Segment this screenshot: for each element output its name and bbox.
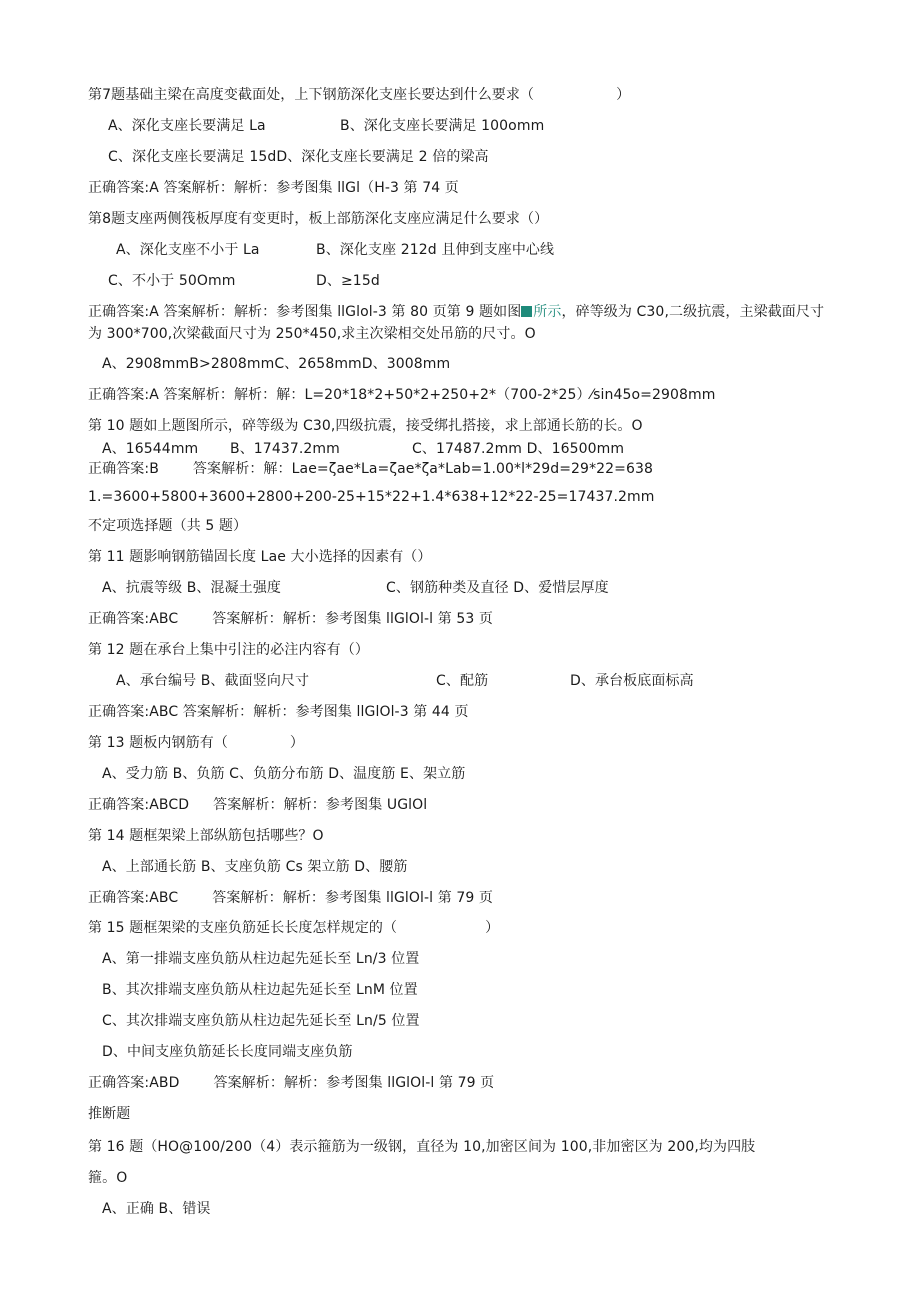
question-15-option-b: B、其次排端支座负筋从柱边起先延长至 LnM 位置 bbox=[102, 982, 418, 998]
question-12-option-ab: A、承台编号 B、截面竖向尺寸 bbox=[116, 673, 310, 689]
answer-11-explanation: 答案解析：解析：参考图集 llGlOl-l 第 53 页 bbox=[212, 611, 494, 627]
answer-10 bbox=[88, 459, 653, 479]
question-8: 第8题支座两侧筏板厚度有变更时，板上部筋深化支座应满足什么要求（） bbox=[88, 211, 549, 227]
answer-14-label: 正确答案:ABC bbox=[88, 890, 179, 906]
question-16: 第 16 题（HO@100/200（4）表示箍筋为一级钢，直径为 10,加密区间为 100,非加密区为 200,均为四肢 bbox=[88, 1139, 756, 1155]
figure-placeholder-icon bbox=[521, 306, 532, 317]
question-15-option-a: A、第一排端支座负筋从柱边起先延长至 Ln/3 位置 bbox=[102, 951, 420, 967]
answer-14-explanation: 答案解析：解析：参考图集 llGlOl-l 第 79 页 bbox=[212, 890, 494, 906]
question-15-text: 第 15 题框架梁的支座负筋延长长度怎样规定的（ bbox=[88, 920, 398, 936]
answer-15 bbox=[88, 1073, 494, 1093]
question-10-option-a: A、16544mm bbox=[102, 441, 199, 457]
answer-13-explanation: 答案解析：解析：参考图集 UGlOl bbox=[213, 797, 428, 813]
answer-14 bbox=[88, 888, 493, 908]
question-16-continuation: 箍。O bbox=[88, 1170, 128, 1186]
answer-10-calculation: 1.=3600+5800+3600+2800+200-25+15*22+1.4*638+12*22-25=17437.2mm bbox=[88, 489, 655, 505]
question-13-text: 第 13 题板内钢筋有（ bbox=[88, 735, 228, 751]
answer-15-label: 正确答案:ABD bbox=[88, 1075, 180, 1091]
answer-9: 正确答案:A 答案解析：解析：解：L=20*18*2+50*2+250+2*（700-2*25）⁄sin45o=2908mm bbox=[88, 387, 716, 403]
question-11-option-ab: A、抗震等级 B、混凝土强度 bbox=[102, 580, 282, 596]
question-7-option-b: B、深化支座长要满足 100omm bbox=[340, 118, 545, 134]
answer-7: 正确答案:A 答案解析：解析：参考图集 llGl（H-3 第 74 页 bbox=[88, 180, 459, 196]
question-11-option-cd: C、钢筋种类及直径 D、爱惜层厚度 bbox=[386, 580, 609, 596]
section-multiple-choice-heading: 不定项选择题（共 5 题） bbox=[88, 518, 248, 534]
question-11: 第 11 题影响钢筋锚固长度 Lae 大小选择的因素有（） bbox=[88, 549, 432, 565]
question-10-option-cd: C、17487.2mm D、16500mm bbox=[412, 441, 625, 457]
question-7-text: 第7题基础主梁在高度变截面处，上下钢筋深化支座长要达到什么要求（ bbox=[88, 87, 535, 103]
question-15-bracket: ） bbox=[485, 920, 500, 936]
section-judgement-heading: 推断题 bbox=[88, 1106, 131, 1122]
question-13-options: A、受力筋 B、负筋 C、负筋分布筋 D、温度筋 E、架立筋 bbox=[102, 766, 466, 782]
question-7-option-a: A、深化支座长要满足 La bbox=[108, 118, 266, 134]
answer-11 bbox=[88, 609, 493, 629]
question-8-option-b: B、深化支座 212d 且伸到支座中心线 bbox=[316, 242, 555, 258]
answer-15-explanation: 答案解析：解析：参考图集 llGlOl-l 第 79 页 bbox=[213, 1075, 495, 1091]
answer-8-and-question-9 bbox=[88, 301, 830, 345]
question-10: 第 10 题如上题图所示，碎等级为 C30,四级抗震，接受绑扎搭接，求上部通长筋的长。O bbox=[88, 418, 643, 434]
question-15 bbox=[88, 918, 499, 938]
question-15-option-d: D、中间支座负筋延长长度同端支座负筋 bbox=[102, 1044, 353, 1060]
question-7-bracket: ） bbox=[616, 87, 631, 103]
question-9-text: ，碎等级为 C30,二级抗震，主梁截面尺寸为 300*700,次梁截面尺寸为 250*450,求主次梁相交处吊筋的尺寸。O bbox=[88, 304, 825, 342]
answer-8-text: 正确答案:A 答案解析：解析：参考图集 llGlol-3 第 80 页第 9 题如图 bbox=[88, 304, 522, 320]
answer-13 bbox=[88, 795, 427, 815]
question-8-option-d: D、≥15d bbox=[316, 273, 380, 289]
figure-reference-link: 所示 bbox=[533, 304, 562, 320]
question-12-option-d: D、承台板底面标高 bbox=[570, 673, 694, 689]
answer-13-label: 正确答案:ABCD bbox=[88, 797, 190, 813]
question-14: 第 14 题框架梁上部纵筋包括哪些？O bbox=[88, 828, 324, 844]
question-8-option-c: C、不小于 50Omm bbox=[108, 273, 236, 289]
question-7 bbox=[88, 85, 630, 105]
question-8-option-a: A、深化支座不小于 La bbox=[116, 242, 260, 258]
question-10-option-b: B、17437.2mm bbox=[230, 441, 340, 457]
question-15-option-c: C、其次排端支座负筋从柱边起先延长至 Ln/5 位置 bbox=[102, 1013, 420, 1029]
question-9-options: A、2908mmB>2808mmC、2658mmD、3008mm bbox=[102, 356, 451, 372]
question-12: 第 12 题在承台上集中引注的必注内容有（） bbox=[88, 642, 369, 658]
answer-10-label: 正确答案:B bbox=[88, 461, 159, 477]
question-16-options: A、正确 B、错误 bbox=[102, 1201, 211, 1217]
question-13 bbox=[88, 733, 304, 753]
answer-12: 正确答案:ABC 答案解析：解析：参考图集 llGlOl-3 第 44 页 bbox=[88, 704, 469, 720]
question-14-options: A、上部通长筋 B、支座负筋 Cs 架立筋 D、腰筋 bbox=[102, 859, 408, 875]
answer-10-explanation: 答案解析：解：Lae=ζae*La=ζae*ζa*Lab=1.00*l*29d=29*22=638 bbox=[192, 461, 654, 477]
answer-11-label: 正确答案:ABC bbox=[88, 611, 179, 627]
question-7-option-cd: C、深化支座长要满足 15dD、深化支座长要满足 2 倍的梁高 bbox=[108, 149, 489, 165]
question-13-bracket: ） bbox=[289, 735, 305, 751]
question-12-option-c: C、配筋 bbox=[436, 673, 489, 689]
